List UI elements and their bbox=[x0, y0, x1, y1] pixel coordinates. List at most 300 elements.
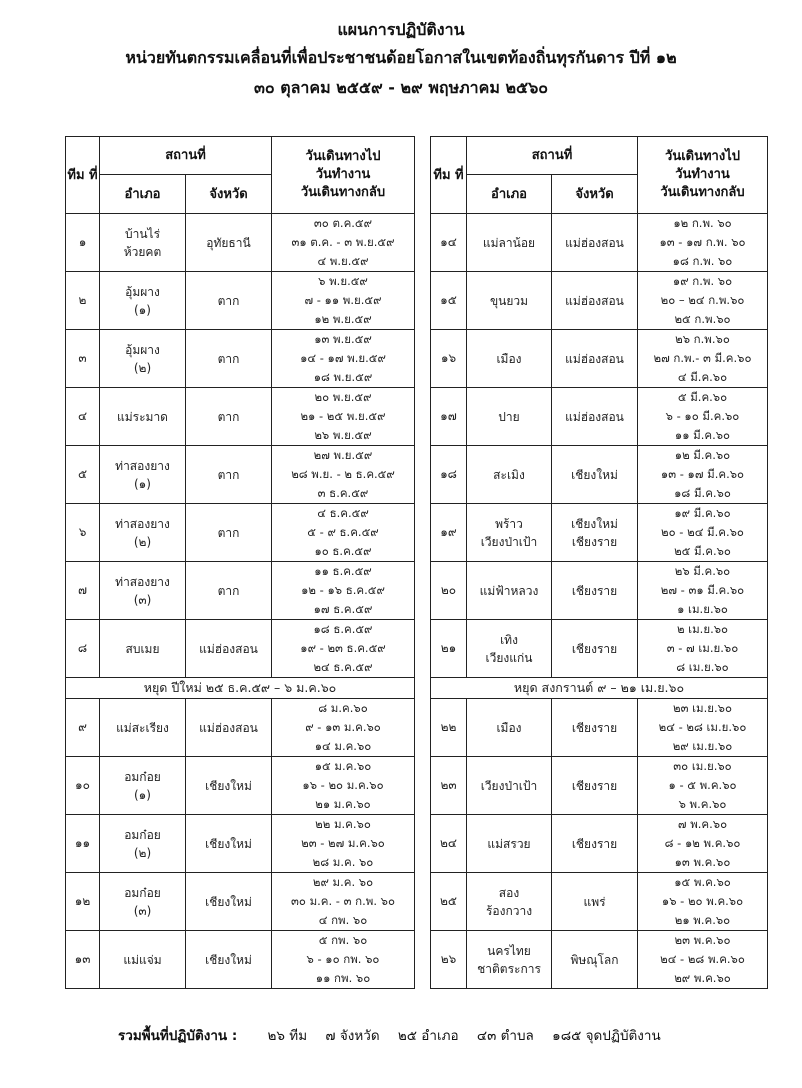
province-cell bbox=[186, 446, 272, 504]
holiday-row bbox=[66, 678, 415, 699]
district-cell bbox=[467, 504, 552, 562]
dates-cell bbox=[272, 388, 415, 446]
district-cell bbox=[467, 330, 552, 388]
dates-cell bbox=[272, 931, 415, 989]
district-name: ชาติตระการ bbox=[477, 961, 541, 976]
province-name: เชียงราย bbox=[571, 836, 618, 851]
district-name: เทิง bbox=[500, 632, 518, 647]
schedule-body-right bbox=[431, 214, 768, 989]
work-dates: ๑๖ - ๒๐ พ.ค.๖๐ bbox=[661, 894, 744, 908]
depart-date: ๒๓ พ.ค.๖๐ bbox=[674, 933, 731, 947]
table-row bbox=[431, 620, 768, 678]
summary-provinces: ๗ จังหวัด bbox=[325, 1028, 380, 1044]
dates-cell bbox=[638, 699, 768, 757]
summary-label: รวมพื้นที่ปฏิบัติงาน : bbox=[118, 1028, 238, 1044]
district-cell bbox=[100, 504, 186, 562]
district-cell bbox=[100, 330, 186, 388]
province-name: ตาก bbox=[217, 351, 240, 366]
district-cell bbox=[100, 272, 186, 330]
header-location: สถานที่ bbox=[467, 137, 638, 175]
return-date: ๒๘ ม.ค. ๖๐ bbox=[312, 855, 374, 869]
province-name: เชียงใหม่ bbox=[571, 467, 618, 482]
work-dates: ๙ - ๑๓ ม.ค.๖๐ bbox=[305, 720, 381, 734]
team-number: ๒๐ bbox=[431, 562, 467, 620]
province-name: ตาก bbox=[217, 293, 240, 308]
district-cell bbox=[467, 562, 552, 620]
table-row bbox=[66, 757, 415, 815]
depart-date: ๒๒ ม.ค.๖๐ bbox=[315, 817, 371, 831]
header-dates-return: วันเดินทางกลับ bbox=[660, 185, 745, 200]
province-cell bbox=[552, 388, 638, 446]
summary-districts: ๒๕ อำเภอ bbox=[397, 1028, 459, 1044]
summary-footer bbox=[118, 1024, 661, 1046]
depart-date: ๒๙ ม.ค. ๖๐ bbox=[312, 875, 374, 889]
province-cell bbox=[186, 873, 272, 931]
province-cell bbox=[552, 757, 638, 815]
team-number: ๒ bbox=[66, 272, 100, 330]
district-name: บ้านไร่ bbox=[124, 226, 161, 241]
district-cell bbox=[467, 931, 552, 989]
table-row bbox=[431, 272, 768, 330]
district-name: (๒) bbox=[133, 534, 152, 549]
team-number: ๒๒ bbox=[431, 699, 467, 757]
district-name: แม่ระมาด bbox=[117, 409, 168, 424]
header-district: อำเภอ bbox=[467, 175, 552, 214]
table-row bbox=[431, 504, 768, 562]
header-dates-depart: วันเดินทางไป bbox=[305, 149, 381, 164]
table-row bbox=[66, 699, 415, 757]
district-name: ท่าสองยาง bbox=[115, 458, 170, 473]
province-name: ตาก bbox=[217, 525, 240, 540]
dates-cell bbox=[272, 562, 415, 620]
province-name: เชียงใหม่ bbox=[571, 516, 618, 531]
return-date: ๑๒ พ.ย.๕๙ bbox=[314, 312, 372, 326]
province-cell bbox=[552, 330, 638, 388]
dates-cell bbox=[272, 873, 415, 931]
depart-date: ๒๓ เม.ย.๖๐ bbox=[673, 701, 732, 715]
depart-date: ๓๐ เม.ย.๖๐ bbox=[673, 759, 732, 773]
district-name: เมือง bbox=[496, 351, 522, 366]
dates-cell bbox=[638, 931, 768, 989]
team-number: ๘ bbox=[66, 620, 100, 678]
depart-date: ๖ พ.ย.๕๙ bbox=[318, 274, 368, 288]
province-name: แม่ฮ่องสอน bbox=[565, 409, 624, 424]
district-cell bbox=[100, 815, 186, 873]
work-dates: ๕ - ๙ ธ.ค.๕๙ bbox=[307, 525, 379, 539]
district-cell bbox=[100, 214, 186, 272]
province-name: เชียงราย bbox=[571, 720, 618, 735]
province-cell bbox=[186, 504, 272, 562]
district-cell bbox=[467, 873, 552, 931]
province-cell bbox=[552, 562, 638, 620]
depart-date: ๓๐ ต.ค.๕๙ bbox=[313, 216, 373, 230]
header-province: จังหวัด bbox=[552, 175, 638, 214]
district-name: เวียงแก่น bbox=[485, 650, 533, 665]
province-name: เชียงใหม่ bbox=[205, 778, 252, 793]
district-name: (๑) bbox=[134, 476, 151, 491]
dates-cell bbox=[272, 757, 415, 815]
district-name: ปาย bbox=[498, 409, 520, 424]
district-name: สะเมิง bbox=[493, 467, 525, 482]
district-cell bbox=[467, 620, 552, 678]
table-row bbox=[66, 873, 415, 931]
district-name: แม่แจ่ม bbox=[123, 952, 162, 967]
province-cell bbox=[552, 446, 638, 504]
table-row bbox=[66, 504, 415, 562]
work-dates: ๑๔ - ๑๗ พ.ย.๕๙ bbox=[300, 351, 386, 365]
work-dates: ๗ - ๑๑ พ.ย.๕๙ bbox=[304, 293, 382, 307]
district-cell bbox=[467, 815, 552, 873]
work-dates: ๖ - ๑๐ มี.ค.๖๐ bbox=[665, 409, 740, 423]
team-number: ๔ bbox=[66, 388, 100, 446]
work-dates: ๑ - ๕ พ.ค.๖๐ bbox=[668, 778, 737, 792]
team-number: ๑ bbox=[66, 214, 100, 272]
team-number: ๒๔ bbox=[431, 815, 467, 873]
work-dates: ๒๓ - ๒๗ ม.ค.๖๐ bbox=[301, 836, 385, 850]
province-cell bbox=[552, 931, 638, 989]
table-row bbox=[431, 815, 768, 873]
summary-points: ๑๘๕ จุดปฏิบัติงาน bbox=[552, 1028, 661, 1044]
province-cell bbox=[552, 873, 638, 931]
table-row bbox=[431, 446, 768, 504]
team-number: ๑๘ bbox=[431, 446, 467, 504]
table-row bbox=[66, 562, 415, 620]
work-dates: ๖ - ๑๐ กพ. ๖๐ bbox=[306, 952, 380, 966]
schedule-table-right bbox=[430, 136, 768, 989]
province-cell bbox=[186, 931, 272, 989]
district-name: อมก๋อย bbox=[124, 769, 161, 784]
table-row bbox=[66, 272, 415, 330]
return-date: ๔ กพ. ๖๐ bbox=[318, 913, 368, 927]
depart-date: ๕ มี.ค.๖๐ bbox=[677, 390, 728, 404]
work-dates: ๒๐ – ๒๔ ก.พ.๖๐ bbox=[660, 293, 745, 307]
province-cell bbox=[186, 620, 272, 678]
return-date: ๔ พ.ย.๕๙ bbox=[317, 254, 369, 268]
district-name: อุ้มผาง bbox=[125, 284, 160, 299]
district-name: ร้องกวาง bbox=[485, 903, 533, 918]
district-name: พร้าว bbox=[495, 516, 523, 531]
district-cell bbox=[467, 272, 552, 330]
team-number: ๑๒ bbox=[66, 873, 100, 931]
district-name: (๑) bbox=[134, 302, 151, 317]
table-row bbox=[431, 699, 768, 757]
dates-cell bbox=[638, 504, 768, 562]
work-dates: ๘ - ๑๒ พ.ค.๖๐ bbox=[664, 836, 741, 850]
province-cell bbox=[552, 504, 638, 562]
depart-date: ๒ เม.ย.๖๐ bbox=[676, 622, 729, 636]
team-number: ๗ bbox=[66, 562, 100, 620]
return-date: ๒๙ เม.ย.๖๐ bbox=[672, 739, 733, 753]
province-name: แม่ฮ่องสอน bbox=[199, 720, 258, 735]
team-number: ๑๕ bbox=[431, 272, 467, 330]
dates-cell bbox=[272, 272, 415, 330]
team-number: ๓ bbox=[66, 330, 100, 388]
province-name: แม่ฮ่องสอน bbox=[199, 641, 258, 656]
province-name: เชียงราย bbox=[571, 534, 618, 549]
district-name: (๓) bbox=[133, 903, 152, 918]
district-cell bbox=[467, 699, 552, 757]
dates-cell bbox=[638, 388, 768, 446]
header-dates-return: วันเดินทางกลับ bbox=[300, 185, 386, 200]
schedule-table-left bbox=[65, 136, 415, 989]
district-cell bbox=[467, 388, 552, 446]
header-location: สถานที่ bbox=[100, 137, 272, 175]
return-date: ๒๕ ก.พ.๖๐ bbox=[674, 312, 731, 326]
depart-date: ๕ กพ. ๖๐ bbox=[318, 933, 368, 947]
district-name: อมก๋อย bbox=[124, 827, 161, 842]
province-cell bbox=[186, 562, 272, 620]
return-date: ๒๑ ม.ค.๖๐ bbox=[315, 797, 371, 811]
province-name: เชียงราย bbox=[571, 583, 618, 598]
work-dates: ๓๑ ต.ค. - ๓ พ.ย.๕๙ bbox=[291, 235, 395, 249]
header-team: ทีม ที่ bbox=[431, 137, 467, 214]
province-cell bbox=[186, 330, 272, 388]
table-row bbox=[66, 388, 415, 446]
depart-date: ๘ ม.ค.๖๐ bbox=[318, 701, 368, 715]
province-cell bbox=[186, 272, 272, 330]
return-date: ๘ เม.ย.๖๐ bbox=[676, 660, 729, 674]
province-cell bbox=[552, 620, 638, 678]
header-dates-depart: วันเดินทางไป bbox=[665, 149, 740, 164]
province-name: เชียงใหม่ bbox=[205, 836, 252, 851]
document-subtitle: หน่วยทันตกรรมเคลื่อนที่เพื่อประชาชนด้อยโอกาสในเขตท้องถิ่นทุรกันดาร ปีที่ ๑๒ bbox=[125, 48, 677, 67]
team-number: ๒๑ bbox=[431, 620, 467, 678]
province-cell bbox=[186, 388, 272, 446]
table-row bbox=[66, 214, 415, 272]
table-row bbox=[66, 620, 415, 678]
province-name: ตาก bbox=[217, 467, 240, 482]
header-district: อำเภอ bbox=[100, 175, 186, 214]
work-dates: ๒๘ พ.ย. - ๒ ธ.ค.๕๙ bbox=[291, 467, 395, 481]
depart-date: ๒๖ มี.ค.๖๐ bbox=[674, 564, 731, 578]
work-dates: ๑๓ - ๑๗ มี.ค.๖๐ bbox=[660, 467, 745, 481]
dates-cell bbox=[272, 330, 415, 388]
district-name: (๒) bbox=[133, 845, 152, 860]
province-cell bbox=[552, 214, 638, 272]
province-cell bbox=[186, 757, 272, 815]
table-row bbox=[66, 330, 415, 388]
province-name: อุทัยธานี bbox=[206, 235, 251, 250]
table-row bbox=[66, 815, 415, 873]
depart-date: ๑๕ พ.ค.๖๐ bbox=[674, 875, 731, 889]
return-date: ๑๑ มี.ค.๖๐ bbox=[674, 428, 731, 442]
table-row bbox=[66, 931, 415, 989]
depart-date: ๑๙ มี.ค.๖๐ bbox=[674, 506, 731, 520]
province-name: ตาก bbox=[217, 583, 240, 598]
district-cell bbox=[100, 873, 186, 931]
district-cell bbox=[100, 620, 186, 678]
document-title: แผนการปฏิบัติงาน bbox=[337, 20, 465, 39]
district-name: (๒) bbox=[133, 360, 152, 375]
work-dates: ๒๔ - ๒๘ เม.ย.๖๐ bbox=[658, 720, 747, 734]
district-cell bbox=[467, 446, 552, 504]
province-cell bbox=[186, 699, 272, 757]
work-dates: ๒๗ - ๓๑ มี.ค.๖๐ bbox=[660, 583, 745, 597]
document-period: ๓๐ ตุลาคม ๒๕๕๙ - ๒๙ พฤษภาคม ๒๕๖๐ bbox=[253, 78, 549, 97]
province-name: แม่ฮ่องสอน bbox=[565, 235, 624, 250]
depart-date: ๒๖ ก.พ.๖๐ bbox=[675, 332, 730, 346]
team-number: ๑๗ bbox=[431, 388, 467, 446]
district-name: ท่าสองยาง bbox=[115, 574, 170, 589]
summary-subdistricts: ๔๓ ตำบล bbox=[476, 1028, 534, 1044]
dates-cell bbox=[272, 214, 415, 272]
work-dates: ๑๓ - ๑๗ ก.พ. ๖๐ bbox=[659, 235, 746, 249]
province-cell bbox=[186, 214, 272, 272]
district-cell bbox=[467, 757, 552, 815]
dates-cell bbox=[272, 504, 415, 562]
dates-cell bbox=[638, 620, 768, 678]
return-date: ๑๗ ธ.ค.๕๙ bbox=[313, 602, 373, 616]
district-name: นครไทย bbox=[487, 943, 531, 958]
province-name: ตาก bbox=[217, 409, 240, 424]
team-number: ๒๓ bbox=[431, 757, 467, 815]
work-dates: ๑๖ - ๒๐ ม.ค.๖๐ bbox=[302, 778, 384, 792]
team-number: ๑๖ bbox=[431, 330, 467, 388]
return-date: ๑ เม.ย.๖๐ bbox=[677, 602, 728, 616]
team-number: ๑๐ bbox=[66, 757, 100, 815]
table-row bbox=[431, 330, 768, 388]
district-name: สบเมย bbox=[125, 641, 160, 656]
return-date: ๖ พ.ค.๖๐ bbox=[678, 797, 727, 811]
work-dates: ๒๗ ก.พ.- ๓ มี.ค.๖๐ bbox=[653, 351, 752, 365]
depart-date: ๒๗ พ.ย.๕๙ bbox=[313, 448, 373, 462]
dates-cell bbox=[272, 620, 415, 678]
dates-cell bbox=[638, 873, 768, 931]
province-cell bbox=[552, 272, 638, 330]
district-name: เวียงป่าเป้า bbox=[480, 778, 538, 793]
return-date: ๑๔ ม.ค.๖๐ bbox=[314, 739, 372, 753]
work-dates: ๒๐ - ๒๔ มี.ค.๖๐ bbox=[661, 525, 744, 539]
district-name: ท่าสองยาง bbox=[115, 516, 170, 531]
work-dates: ๑๒ - ๑๖ ธ.ค.๕๙ bbox=[301, 583, 385, 597]
district-name: แม่สรวย bbox=[487, 836, 531, 851]
return-date: ๑๘ มี.ค.๖๐ bbox=[674, 486, 731, 500]
header-dates bbox=[272, 137, 415, 214]
team-number: ๑๔ bbox=[431, 214, 467, 272]
depart-date: ๔ ธ.ค.๕๙ bbox=[317, 506, 369, 520]
district-name: สอง bbox=[498, 885, 520, 900]
dates-cell bbox=[638, 757, 768, 815]
province-name: พิษณุโลก bbox=[570, 952, 619, 967]
dates-cell bbox=[272, 699, 415, 757]
province-name: แม่ฮ่องสอน bbox=[565, 293, 624, 308]
return-date: ๒๔ ธ.ค.๕๙ bbox=[313, 660, 373, 674]
dates-cell bbox=[638, 214, 768, 272]
depart-date: ๑๕ ม.ค.๖๐ bbox=[314, 759, 372, 773]
header-dates-work: วันทำงาน bbox=[315, 167, 371, 182]
return-date: ๑๑ กพ. ๖๐ bbox=[315, 971, 371, 985]
depart-date: ๑๘ ธ.ค.๕๙ bbox=[313, 622, 373, 636]
schedule-body-left bbox=[66, 214, 415, 989]
work-dates: ๒๑ - ๒๕ พ.ย.๕๙ bbox=[300, 409, 386, 423]
province-cell bbox=[552, 699, 638, 757]
return-date: ๔ มี.ค.๖๐ bbox=[677, 370, 728, 384]
dates-cell bbox=[638, 272, 768, 330]
work-dates: ๓๐ ม.ค. - ๓ ก.พ. ๖๐ bbox=[291, 894, 395, 908]
header-team: ทีม ที่ bbox=[66, 137, 100, 214]
dates-cell bbox=[638, 815, 768, 873]
depart-date: ๑๑ ธ.ค.๕๙ bbox=[314, 564, 372, 578]
team-number: ๒๖ bbox=[431, 931, 467, 989]
district-name: (๑) bbox=[134, 787, 151, 802]
header-dates-work: วันทำงาน bbox=[675, 167, 730, 182]
table-row bbox=[431, 562, 768, 620]
province-name: แพร่ bbox=[583, 894, 606, 909]
dates-cell bbox=[272, 815, 415, 873]
depart-date: ๑๒ ก.พ. ๖๐ bbox=[673, 216, 732, 230]
district-name: อุ้มผาง bbox=[125, 342, 160, 357]
work-dates: ๓ - ๗ เม.ย.๖๐ bbox=[666, 641, 739, 655]
district-cell bbox=[100, 562, 186, 620]
depart-date: ๒๐ พ.ย.๕๙ bbox=[314, 390, 372, 404]
province-name: เชียงราย bbox=[571, 641, 618, 656]
dates-cell bbox=[638, 562, 768, 620]
work-dates: ๒๔ - ๒๘ พ.ค.๖๐ bbox=[660, 952, 745, 966]
dates-cell bbox=[272, 446, 415, 504]
depart-date: ๑๒ มี.ค.๖๐ bbox=[674, 448, 731, 462]
province-cell bbox=[552, 815, 638, 873]
summary-teams: ๒๖ ทีม bbox=[267, 1028, 308, 1044]
depart-date: ๗ พ.ค.๖๐ bbox=[677, 817, 728, 831]
holiday-label: หยุด ปีใหม่ ๒๕ ธ.ค.๕๙ – ๖ ม.ค.๖๐ bbox=[66, 678, 415, 699]
return-date: ๒๙ พ.ค.๖๐ bbox=[674, 971, 731, 985]
district-name: แม่ฟ้าหลวง bbox=[479, 583, 539, 598]
table-row bbox=[431, 931, 768, 989]
return-date: ๑๘ พ.ย.๕๙ bbox=[313, 370, 373, 384]
team-number: ๖ bbox=[66, 504, 100, 562]
team-number: ๑๑ bbox=[66, 815, 100, 873]
return-date: ๓ ธ.ค.๕๙ bbox=[317, 486, 369, 500]
table-row bbox=[431, 757, 768, 815]
team-number: ๒๕ bbox=[431, 873, 467, 931]
district-name: ขุนยวม bbox=[489, 293, 529, 308]
holiday-row bbox=[431, 678, 768, 699]
header-province: จังหวัด bbox=[186, 175, 272, 214]
table-row bbox=[66, 446, 415, 504]
district-name: แม่สะเรียง bbox=[116, 720, 169, 735]
work-dates: ๑๙ - ๒๓ ธ.ค.๕๙ bbox=[300, 641, 386, 655]
dates-cell bbox=[638, 330, 768, 388]
team-number: ๑๙ bbox=[431, 504, 467, 562]
district-name: เวียงป่าเป้า bbox=[480, 534, 538, 549]
team-number: ๑๓ bbox=[66, 931, 100, 989]
province-cell bbox=[186, 815, 272, 873]
province-name: เชียงใหม่ bbox=[205, 894, 252, 909]
district-cell bbox=[100, 446, 186, 504]
table-row bbox=[431, 873, 768, 931]
return-date: ๑๓ พ.ค.๖๐ bbox=[674, 855, 731, 869]
table-row bbox=[431, 388, 768, 446]
header-dates bbox=[638, 137, 768, 214]
table-row bbox=[431, 214, 768, 272]
district-name: (๓) bbox=[133, 592, 152, 607]
district-name: อมก๋อย bbox=[124, 885, 161, 900]
depart-date: ๑๓ พ.ย.๕๙ bbox=[314, 332, 372, 346]
depart-date: ๑๙ ก.พ. ๖๐ bbox=[672, 274, 733, 288]
dates-cell bbox=[638, 446, 768, 504]
district-cell bbox=[100, 699, 186, 757]
district-cell bbox=[100, 931, 186, 989]
province-name: เชียงราย bbox=[571, 778, 618, 793]
return-date: ๑๐ ธ.ค.๕๙ bbox=[314, 544, 372, 558]
province-name: แม่ฮ่องสอน bbox=[565, 351, 624, 366]
district-cell bbox=[100, 757, 186, 815]
district-name: แม่ลาน้อย bbox=[482, 235, 536, 250]
district-cell bbox=[467, 214, 552, 272]
return-date: ๑๘ ก.พ. ๖๐ bbox=[672, 254, 733, 268]
team-number: ๙ bbox=[66, 699, 100, 757]
team-number: ๕ bbox=[66, 446, 100, 504]
